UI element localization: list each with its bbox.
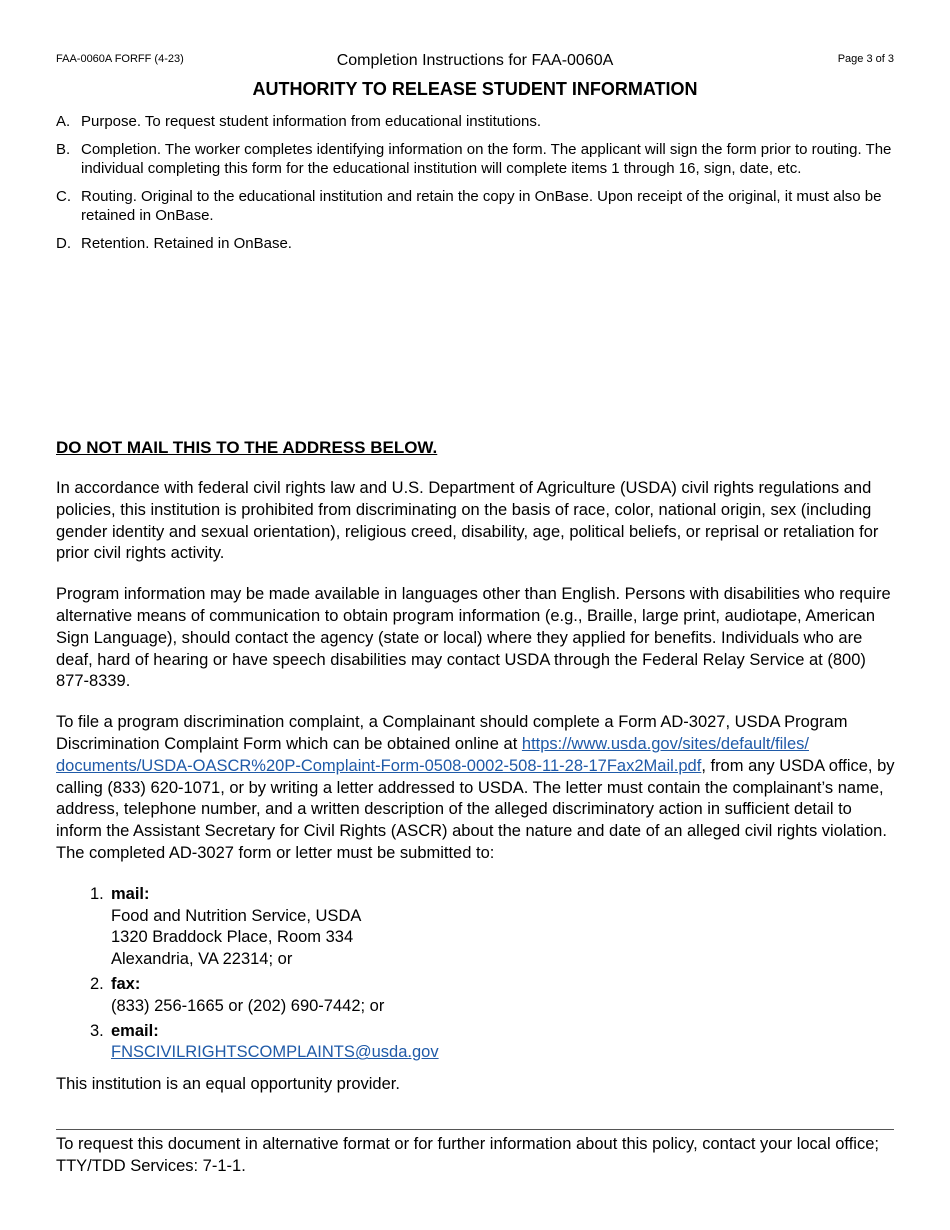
instruction-item	[56, 112, 896, 131]
submission-methods-list	[56, 884, 896, 1064]
instruction-text: Routing. Original to the educational institution and retain the copy in OnBase. Upon receipt of the original, it must also be retained in OnBase.	[81, 188, 882, 224]
instruction-text: Completion. The worker completes identifying information on the form. The applicant will sign the form prior to routing. The individual completing this form for the educational institution will complete items 1 through 16, sign, date, etc.	[81, 141, 892, 177]
mail-address-line: Food and Nutrition Service, USDA	[111, 906, 362, 925]
contact-email	[56, 1021, 896, 1065]
instruction-list	[56, 112, 896, 262]
do-not-mail-notice: DO NOT MAIL THIS TO THE ADDRESS BELOW.	[56, 438, 438, 457]
complaint-form-link-line2: documents/USDA-OASCR%20P-Complaint-Form-0508-0002-508-11-28-17Fax2Mail.pdf	[56, 756, 702, 775]
contact-fax	[56, 974, 896, 1018]
nondiscrimination-statement	[56, 478, 896, 1115]
instruction-item	[56, 140, 896, 178]
mail-label: mail:	[111, 884, 150, 903]
footer-divider	[56, 1129, 894, 1130]
language-access-paragraph: Program information may be made available in languages other than English. Persons with disabilities who require alternative means of communication to obtain program information (e.g., Braille, large print, audiotape, American Sign Language), should contact the agency (state or local) where they applied for benefits. Individuals who are deaf, hard of hearing or have speech disabilities may contact USDA through the Federal Relay Service at (800) 877-8339.	[56, 585, 891, 691]
instruction-item	[56, 187, 896, 225]
list-number: 1.	[90, 884, 104, 903]
instruction-text: Purpose. To request student information from educational institutions.	[81, 113, 541, 130]
header-title: Completion Instructions for FAA-0060A	[336, 52, 614, 69]
mail-address-line: Alexandria, VA 22314; or	[111, 950, 293, 969]
footer-note: To request this document in alternative format or for further information about this policy, contact your local office; TTY/TDD Services: 7-1-1.	[56, 1135, 879, 1175]
email-label: email:	[111, 1021, 159, 1040]
instruction-letter: A.	[56, 113, 71, 130]
civil-rights-paragraph: In accordance with federal civil rights law and U.S. Department of Agriculture (USDA) civil rights regulations and policies, this institution is prohibited from discriminating on the basis of race, color, national origin, sex (including gender identity and sexual orientation), religious creed, disability, age, political beliefs, or reprisal or retaliation for prior civil rights activity.	[56, 479, 879, 563]
equal-opportunity-statement: This institution is an equal opportunity provider.	[56, 1075, 400, 1094]
instruction-letter: C.	[56, 188, 71, 205]
page-title: AUTHORITY TO RELEASE STUDENT INFORMATION	[252, 79, 698, 99]
list-number: 3.	[90, 1021, 104, 1040]
instruction-item	[56, 234, 896, 253]
instruction-letter: B.	[56, 141, 71, 158]
complaint-form-link-line1: https://www.usda.gov/sites/default/files/	[521, 734, 809, 753]
email-link[interactable]: FNSCIVILRIGHTSCOMPLAINTS@usda.gov	[111, 1043, 439, 1062]
list-number: 2.	[90, 974, 104, 993]
page-number: Page 3 of 3	[837, 53, 894, 65]
fax-numbers: (833) 256-1665 or (202) 690-7442; or	[111, 996, 385, 1015]
complaint-text-after: , from any USDA office, by calling (833) 620-1071, or by writing a letter addressed to USDA. The letter must contain the complainant’s name, address, telephone number, and a written description of the alleged discriminatory action in sufficient detail to inform the Assistant Secretary for Civil Rights (ASCR) about the nature and date of an alleged civil rights violation. The completed AD-3027 form or letter must be submitted to:	[56, 756, 895, 862]
form-id: FAA-0060A FORFF (4-23)	[56, 53, 184, 65]
instruction-text: Retention. Retained in OnBase.	[81, 235, 292, 252]
complaint-paragraph	[56, 712, 896, 865]
mail-address-line: 1320 Braddock Place, Room 334	[111, 928, 354, 947]
fax-label: fax:	[111, 974, 141, 993]
instruction-letter: D.	[56, 235, 71, 252]
complaint-text-before: To file a program discrimination complaint, a Complainant should complete a Form AD-3027, USDA Program Discrimination Complaint Form which can be obtained online at	[56, 713, 848, 753]
contact-mail	[56, 884, 896, 971]
